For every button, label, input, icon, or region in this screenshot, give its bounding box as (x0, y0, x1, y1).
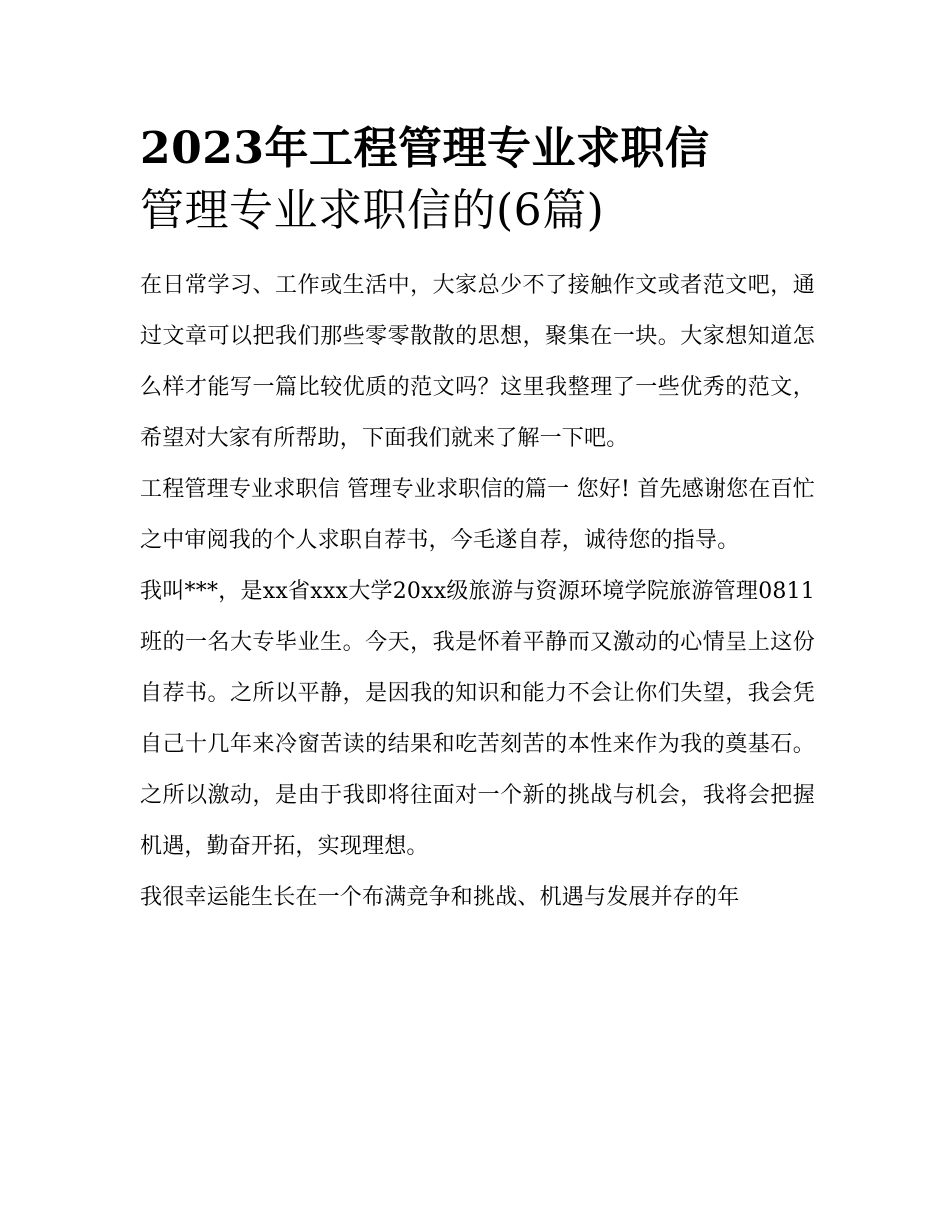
title-line-1: 2023年工程管理专业求职信 (140, 123, 710, 174)
paragraph-intro: 在日常学习、工作或生活中，大家总少不了接触作文或者范文吧，通过文章可以把我们那些零零散散的思想，聚集在一块。大家想知道怎么样才能写一篇比较优质的范文吗？这里我整理了一些优秀的范文，希望对大家有所帮助，下面我们就来了解一下吧。 (140, 273, 815, 451)
paragraph-self-introduction: 我叫***，是xx省xxx大学20xx级旅游与资源环境学院旅游管理0811班的一名大专毕业生。今天，我是怀着平静而又激动的心情呈上这份自荐书。之所以平静，是因我的知识和能力不会让你们失望，我会凭自己十几年来冷窗苦读的结果和吃苦刻苦的本性来作为我的奠基石。之所以激动，是由于我即将往面对一个新的挑战与机会，我将会把握机遇，勤奋开拓，实现理想。 (140, 579, 815, 859)
document-title (140, 118, 815, 242)
document-body (140, 118, 815, 923)
paragraph-letter-opening: 工程管理专业求职信 管理专业求职信的篇一 您好! 首先感谢您在百忙之中审阅我的个人求职自荐书，今毛遂自荐，诚待您的指导。 (140, 477, 815, 553)
title-line-2: 管理专业求职信的(6篇) (140, 185, 605, 236)
paragraph-continuation: 我很幸运能生长在一个布满竞争和挑战、机遇与发展并存的年 (140, 885, 740, 910)
